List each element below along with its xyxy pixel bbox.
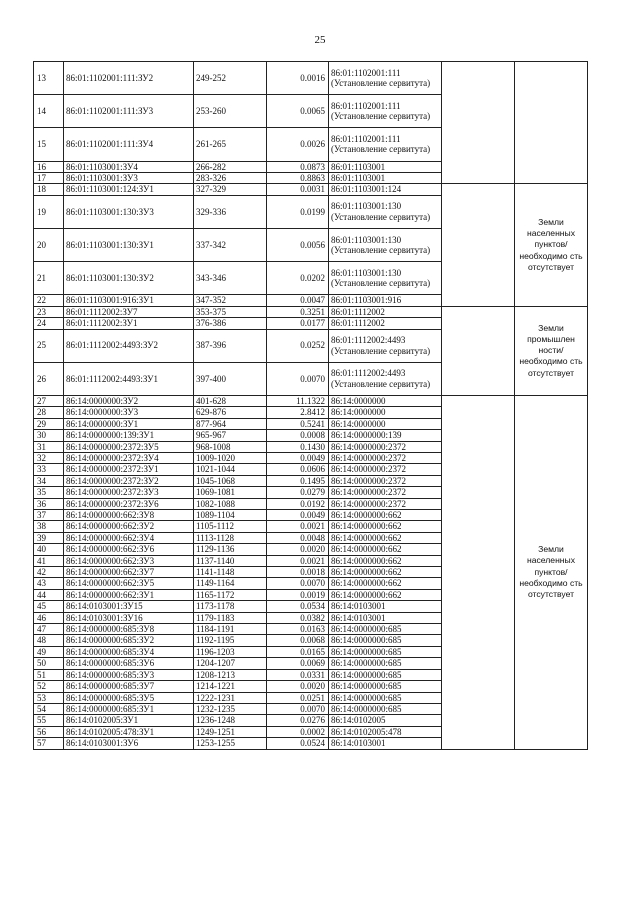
- area-value: 0.0534: [267, 601, 329, 612]
- point-numbers: 1113-1128: [194, 532, 267, 543]
- row-number: 29: [34, 418, 64, 429]
- empty-cell: [442, 395, 515, 749]
- point-numbers: 1165-1172: [194, 589, 267, 600]
- row-number: 31: [34, 441, 64, 452]
- point-numbers: 337-342: [194, 228, 267, 261]
- point-numbers: 376-386: [194, 318, 267, 329]
- source-parcel: 86:01:1112002:4493 (Установление сервитута): [329, 362, 442, 395]
- point-numbers: 1253-1255: [194, 738, 267, 749]
- cadastral-number: 86:14:0000000:662:ЗУ7: [64, 567, 194, 578]
- row-number: 44: [34, 589, 64, 600]
- cadastral-number: 86:01:1112002:ЗУ7: [64, 306, 194, 317]
- row-number: 43: [34, 578, 64, 589]
- row-number: 52: [34, 681, 64, 692]
- area-value: 0.0049: [267, 452, 329, 463]
- point-numbers: 629-876: [194, 407, 267, 418]
- land-category-cell: Земли населенных пунктов/ необходимо сть отсутствует: [515, 395, 588, 749]
- point-numbers: 1196-1203: [194, 646, 267, 657]
- cadastral-number: 86:01:1112002:4493:ЗУ1: [64, 362, 194, 395]
- point-numbers: 1222-1231: [194, 692, 267, 703]
- source-parcel: 86:14:0000000:662: [329, 567, 442, 578]
- source-parcel: 86:14:0000000:662: [329, 544, 442, 555]
- cadastral-number: 86:14:0000000:2372:ЗУ5: [64, 441, 194, 452]
- source-parcel: 86:14:0000000: [329, 395, 442, 406]
- point-numbers: 1069-1081: [194, 487, 267, 498]
- source-parcel: 86:14:0000000: [329, 407, 442, 418]
- row-number: 38: [34, 521, 64, 532]
- table-row: [34, 306, 588, 317]
- source-parcel: 86:14:0000000:662: [329, 555, 442, 566]
- land-category-cell: [515, 62, 588, 184]
- point-numbers: 1045-1068: [194, 475, 267, 486]
- point-numbers: 1129-1136: [194, 544, 267, 555]
- area-value: 0.0070: [267, 578, 329, 589]
- row-number: 25: [34, 329, 64, 362]
- source-parcel: 86:01:1103001:130 (Установление сервитута): [329, 228, 442, 261]
- area-value: 0.0047: [267, 295, 329, 306]
- area-value: 0.0026: [267, 128, 329, 161]
- point-numbers: 1249-1251: [194, 726, 267, 737]
- row-number: 35: [34, 487, 64, 498]
- point-numbers: 1105-1112: [194, 521, 267, 532]
- point-numbers: 1192-1195: [194, 635, 267, 646]
- point-numbers: 1089-1104: [194, 510, 267, 521]
- table-row: [34, 184, 588, 195]
- area-value: 0.0056: [267, 228, 329, 261]
- table-row: [34, 395, 588, 406]
- point-numbers: 347-352: [194, 295, 267, 306]
- point-numbers: 1149-1164: [194, 578, 267, 589]
- cadastral-number: 86:14:0102005:478:ЗУ1: [64, 726, 194, 737]
- row-number: 39: [34, 532, 64, 543]
- area-value: 0.8863: [267, 172, 329, 183]
- row-number: 47: [34, 624, 64, 635]
- cadastral-number: 86:14:0000000:685:ЗУ6: [64, 658, 194, 669]
- table-row: [34, 62, 588, 95]
- area-value: 0.0165: [267, 646, 329, 657]
- area-value: 0.0002: [267, 726, 329, 737]
- source-parcel: 86:01:1103001:124: [329, 184, 442, 195]
- row-number: 27: [34, 395, 64, 406]
- row-number: 49: [34, 646, 64, 657]
- area-value: 0.3251: [267, 306, 329, 317]
- area-value: 0.0070: [267, 703, 329, 714]
- point-numbers: 327-329: [194, 184, 267, 195]
- point-numbers: 1021-1044: [194, 464, 267, 475]
- source-parcel: 86:14:0102005: [329, 715, 442, 726]
- cadastral-number: 86:14:0000000:662:ЗУ2: [64, 521, 194, 532]
- source-parcel: 86:14:0103001: [329, 738, 442, 749]
- point-numbers: 343-346: [194, 262, 267, 295]
- row-number: 45: [34, 601, 64, 612]
- area-value: 0.0019: [267, 589, 329, 600]
- row-number: 21: [34, 262, 64, 295]
- area-value: 11.1322: [267, 395, 329, 406]
- area-value: 0.0202: [267, 262, 329, 295]
- row-number: 16: [34, 161, 64, 172]
- cadastral-number: 86:14:0000000:2372:ЗУ4: [64, 452, 194, 463]
- row-number: 26: [34, 362, 64, 395]
- cadastral-number: 86:14:0000000:662:ЗУ6: [64, 544, 194, 555]
- row-number: 34: [34, 475, 64, 486]
- area-value: 0.0279: [267, 487, 329, 498]
- cadastral-number: 86:01:1112002:4493:ЗУ2: [64, 329, 194, 362]
- row-number: 37: [34, 510, 64, 521]
- empty-cell: [442, 184, 515, 306]
- point-numbers: 1232-1235: [194, 703, 267, 714]
- point-numbers: 387-396: [194, 329, 267, 362]
- cadastral-number: 86:14:0000000:662:ЗУ8: [64, 510, 194, 521]
- source-parcel: 86:14:0000000:685: [329, 635, 442, 646]
- point-numbers: 1179-1183: [194, 612, 267, 623]
- source-parcel: 86:01:1112002: [329, 318, 442, 329]
- row-number: 22: [34, 295, 64, 306]
- source-parcel: 86:14:0000000:2372: [329, 452, 442, 463]
- cadastral-number: 86:14:0103001:ЗУ16: [64, 612, 194, 623]
- area-value: 0.0065: [267, 95, 329, 128]
- area-value: 0.0177: [267, 318, 329, 329]
- area-value: 0.0020: [267, 544, 329, 555]
- point-numbers: 249-252: [194, 62, 267, 95]
- row-number: 56: [34, 726, 64, 737]
- row-number: 57: [34, 738, 64, 749]
- source-parcel: 86:01:1112002:4493 (Установление сервитута): [329, 329, 442, 362]
- area-value: 0.0020: [267, 681, 329, 692]
- row-number: 41: [34, 555, 64, 566]
- source-parcel: 86:14:0000000:2372: [329, 475, 442, 486]
- source-parcel: 86:14:0000000:662: [329, 532, 442, 543]
- area-value: 0.0008: [267, 430, 329, 441]
- row-number: 20: [34, 228, 64, 261]
- source-parcel: 86:14:0102005:478: [329, 726, 442, 737]
- page-number: 25: [314, 34, 326, 46]
- row-number: 50: [34, 658, 64, 669]
- row-number: 18: [34, 184, 64, 195]
- point-numbers: 877-964: [194, 418, 267, 429]
- row-number: 48: [34, 635, 64, 646]
- row-number: 17: [34, 172, 64, 183]
- source-parcel: 86:14:0000000:2372: [329, 464, 442, 475]
- area-value: 2.8412: [267, 407, 329, 418]
- source-parcel: 86:14:0000000: [329, 418, 442, 429]
- row-number: 14: [34, 95, 64, 128]
- cadastral-number: 86:14:0000000:685:ЗУ7: [64, 681, 194, 692]
- point-numbers: 1141-1148: [194, 567, 267, 578]
- empty-cell: [442, 306, 515, 395]
- row-number: 28: [34, 407, 64, 418]
- source-parcel: 86:14:0000000:139: [329, 430, 442, 441]
- cadastral-number: 86:14:0000000:2372:ЗУ6: [64, 498, 194, 509]
- cadastral-number: 86:01:1112002:ЗУ1: [64, 318, 194, 329]
- cadastral-number: 86:14:0000000:ЗУ2: [64, 395, 194, 406]
- cadastral-number: 86:01:1103001:124:ЗУ1: [64, 184, 194, 195]
- cadastral-number: 86:14:0000000:ЗУ1: [64, 418, 194, 429]
- cadastral-number: 86:01:1103001:130:ЗУ1: [64, 228, 194, 261]
- area-value: 0.0018: [267, 567, 329, 578]
- source-parcel: 86:14:0000000:685: [329, 669, 442, 680]
- source-parcel: 86:14:0103001: [329, 601, 442, 612]
- area-value: 0.0524: [267, 738, 329, 749]
- row-number: 19: [34, 195, 64, 228]
- source-parcel: 86:14:0103001: [329, 612, 442, 623]
- cadastral-number: 86:14:0000000:685:ЗУ1: [64, 703, 194, 714]
- row-number: 24: [34, 318, 64, 329]
- cadastral-number: 86:01:1102001:111:ЗУ2: [64, 62, 194, 95]
- point-numbers: 1009-1020: [194, 452, 267, 463]
- point-numbers: 965-967: [194, 430, 267, 441]
- source-parcel: 86:01:1103001: [329, 172, 442, 183]
- source-parcel: 86:01:1102001:111 (Установление сервитута): [329, 128, 442, 161]
- point-numbers: 401-628: [194, 395, 267, 406]
- source-parcel: 86:01:1103001: [329, 161, 442, 172]
- cadastral-number: 86:14:0000000:2372:ЗУ2: [64, 475, 194, 486]
- point-numbers: 253-260: [194, 95, 267, 128]
- cadastral-number: 86:01:1103001:130:ЗУ3: [64, 195, 194, 228]
- cadastral-number: 86:14:0000000:662:ЗУ4: [64, 532, 194, 543]
- point-numbers: 1204-1207: [194, 658, 267, 669]
- source-parcel: 86:01:1103001:130 (Установление сервитута): [329, 262, 442, 295]
- area-value: 0.0251: [267, 692, 329, 703]
- cadastral-number: 86:14:0000000:685:ЗУ3: [64, 669, 194, 680]
- area-value: 0.0382: [267, 612, 329, 623]
- source-parcel: 86:01:1102001:111 (Установление сервитута): [329, 62, 442, 95]
- cadastral-number: 86:01:1102001:111:ЗУ4: [64, 128, 194, 161]
- row-number: 51: [34, 669, 64, 680]
- area-value: 0.0068: [267, 635, 329, 646]
- land-plots-table: [33, 61, 588, 750]
- area-value: 0.0070: [267, 362, 329, 395]
- cadastral-number: 86:14:0000000:2372:ЗУ1: [64, 464, 194, 475]
- area-value: 0.0021: [267, 521, 329, 532]
- area-value: 0.0048: [267, 532, 329, 543]
- point-numbers: 266-282: [194, 161, 267, 172]
- area-value: 0.0049: [267, 510, 329, 521]
- point-numbers: 1082-1088: [194, 498, 267, 509]
- source-parcel: 86:14:0000000:685: [329, 703, 442, 714]
- cadastral-number: 86:01:1103001:916:ЗУ1: [64, 295, 194, 306]
- point-numbers: 1236-1248: [194, 715, 267, 726]
- area-value: 0.0606: [267, 464, 329, 475]
- land-category-cell: Земли промышлен ности/ необходимо сть отсутствует: [515, 306, 588, 395]
- cadastral-number: 86:14:0000000:685:ЗУ2: [64, 635, 194, 646]
- land-category-cell: Земли населенных пунктов/ необходимо сть отсутствует: [515, 184, 588, 306]
- source-parcel: 86:01:1112002: [329, 306, 442, 317]
- cadastral-number: 86:14:0102005:ЗУ1: [64, 715, 194, 726]
- row-number: 30: [34, 430, 64, 441]
- cadastral-number: 86:14:0000000:685:ЗУ4: [64, 646, 194, 657]
- area-value: 0.1495: [267, 475, 329, 486]
- row-number: 32: [34, 452, 64, 463]
- row-number: 54: [34, 703, 64, 714]
- area-value: 0.1430: [267, 441, 329, 452]
- cadastral-number: 86:14:0103001:ЗУ6: [64, 738, 194, 749]
- cadastral-number: 86:14:0000000:685:ЗУ8: [64, 624, 194, 635]
- cadastral-number: 86:14:0000000:662:ЗУ1: [64, 589, 194, 600]
- cadastral-number: 86:14:0000000:ЗУ3: [64, 407, 194, 418]
- cadastral-number: 86:01:1103001:130:ЗУ2: [64, 262, 194, 295]
- area-value: 0.0163: [267, 624, 329, 635]
- row-number: 42: [34, 567, 64, 578]
- area-value: 0.0016: [267, 62, 329, 95]
- source-parcel: 86:01:1102001:111 (Установление сервитута): [329, 95, 442, 128]
- cadastral-number: 86:14:0000000:685:ЗУ5: [64, 692, 194, 703]
- source-parcel: 86:14:0000000:662: [329, 521, 442, 532]
- row-number: 55: [34, 715, 64, 726]
- point-numbers: 353-375: [194, 306, 267, 317]
- source-parcel: 86:14:0000000:685: [329, 681, 442, 692]
- area-value: 0.0252: [267, 329, 329, 362]
- cadastral-number: 86:01:1102001:111:ЗУ3: [64, 95, 194, 128]
- source-parcel: 86:14:0000000:662: [329, 589, 442, 600]
- point-numbers: 1137-1140: [194, 555, 267, 566]
- row-number: 46: [34, 612, 64, 623]
- point-numbers: 283-326: [194, 172, 267, 183]
- point-numbers: 1173-1178: [194, 601, 267, 612]
- source-parcel: 86:14:0000000:685: [329, 692, 442, 703]
- source-parcel: 86:01:1103001:130 (Установление сервитута): [329, 195, 442, 228]
- row-number: 40: [34, 544, 64, 555]
- area-value: 0.0276: [267, 715, 329, 726]
- point-numbers: 1208-1213: [194, 669, 267, 680]
- area-value: 0.0069: [267, 658, 329, 669]
- cadastral-number: 86:14:0103001:ЗУ15: [64, 601, 194, 612]
- area-value: 0.0031: [267, 184, 329, 195]
- point-numbers: 1214-1221: [194, 681, 267, 692]
- empty-cell: [442, 62, 515, 184]
- source-parcel: 86:14:0000000:685: [329, 646, 442, 657]
- source-parcel: 86:14:0000000:2372: [329, 498, 442, 509]
- point-numbers: 261-265: [194, 128, 267, 161]
- area-value: 0.5241: [267, 418, 329, 429]
- point-numbers: 1184-1191: [194, 624, 267, 635]
- row-number: 15: [34, 128, 64, 161]
- source-parcel: 86:14:0000000:2372: [329, 487, 442, 498]
- source-parcel: 86:14:0000000:662: [329, 578, 442, 589]
- point-numbers: 329-336: [194, 195, 267, 228]
- source-parcel: 86:01:1103001:916: [329, 295, 442, 306]
- source-parcel: 86:14:0000000:2372: [329, 441, 442, 452]
- row-number: 33: [34, 464, 64, 475]
- source-parcel: 86:14:0000000:685: [329, 658, 442, 669]
- cadastral-number: 86:01:1103001:ЗУ3: [64, 172, 194, 183]
- area-value: 0.0199: [267, 195, 329, 228]
- cadastral-number: 86:14:0000000:662:ЗУ3: [64, 555, 194, 566]
- row-number: 13: [34, 62, 64, 95]
- area-value: 0.0192: [267, 498, 329, 509]
- row-number: 23: [34, 306, 64, 317]
- cadastral-number: 86:01:1103001:ЗУ4: [64, 161, 194, 172]
- cadastral-number: 86:14:0000000:662:ЗУ5: [64, 578, 194, 589]
- point-numbers: 968-1008: [194, 441, 267, 452]
- row-number: 36: [34, 498, 64, 509]
- cadastral-number: 86:14:0000000:2372:ЗУ3: [64, 487, 194, 498]
- area-value: 0.0021: [267, 555, 329, 566]
- point-numbers: 397-400: [194, 362, 267, 395]
- cadastral-number: 86:14:0000000:139:ЗУ1: [64, 430, 194, 441]
- source-parcel: 86:14:0000000:662: [329, 510, 442, 521]
- source-parcel: 86:14:0000000:685: [329, 624, 442, 635]
- area-value: 0.0873: [267, 161, 329, 172]
- row-number: 53: [34, 692, 64, 703]
- area-value: 0.0331: [267, 669, 329, 680]
